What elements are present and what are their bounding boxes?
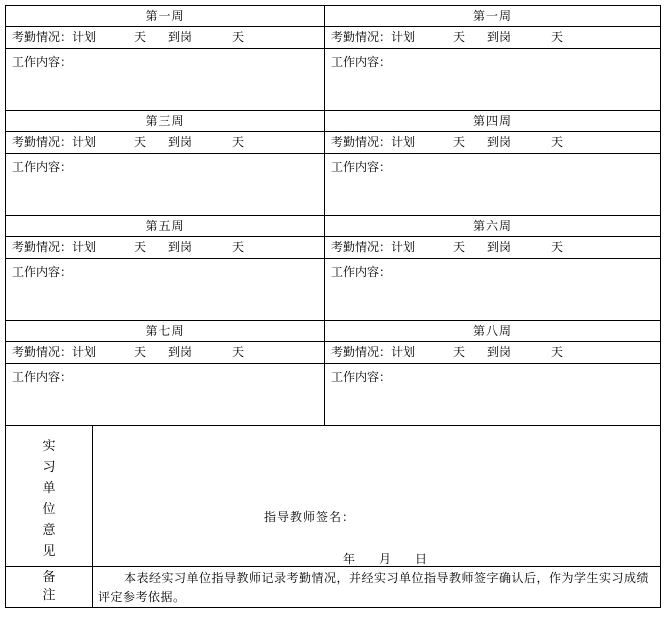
supervisor-signature-label: 指导教师签名：	[264, 510, 356, 524]
attendance-onduty: 到岗	[168, 135, 193, 149]
week-title: 第三周	[6, 111, 324, 132]
week-cell	[325, 111, 660, 216]
remark-label-char: 备	[42, 570, 56, 585]
attendance-unit-onduty: 天	[551, 240, 564, 254]
attendance-prefix: 考勤情况：计划	[12, 345, 97, 359]
week-title: 第四周	[325, 111, 660, 132]
week-title: 第六周	[325, 216, 660, 237]
attendance-unit-planned: 天	[134, 30, 147, 44]
attendance-row	[6, 237, 324, 259]
week-cell	[6, 216, 325, 321]
attendance-prefix: 考勤情况：计划	[331, 240, 416, 254]
week-title: 第一周	[325, 6, 660, 27]
work-content-label: 工作内容：	[12, 55, 73, 69]
remark-text: 本表经实习单位指导教师记录考勤情况，并经实习单位指导教师签字确认后，作为学生实习成绩评定参考依据。	[98, 571, 650, 604]
opinion-label-char: 单	[42, 481, 56, 496]
week-cell	[6, 6, 325, 111]
attendance-unit-planned: 天	[453, 135, 466, 149]
weeks-grid	[6, 6, 660, 426]
opinion-label	[6, 426, 93, 566]
opinion-label-char: 见	[42, 544, 56, 559]
attendance-unit-planned: 天	[134, 135, 147, 149]
remark-label-char: 注	[42, 588, 56, 603]
internship-unit-opinion	[6, 426, 660, 567]
attendance-row	[6, 132, 324, 154]
attendance-unit-planned: 天	[453, 30, 466, 44]
attendance-prefix: 考勤情况：计划	[12, 240, 97, 254]
attendance-row	[325, 342, 660, 364]
week-title: 第五周	[6, 216, 324, 237]
attendance-row	[325, 132, 660, 154]
attendance-row	[6, 342, 324, 364]
attendance-unit-planned: 天	[453, 345, 466, 359]
attendance-unit-planned: 天	[134, 240, 147, 254]
internship-attendance-form	[5, 5, 661, 608]
week-title: 第七周	[6, 321, 324, 342]
remark-label	[6, 567, 93, 607]
attendance-unit-onduty: 天	[551, 135, 564, 149]
attendance-unit-onduty: 天	[551, 345, 564, 359]
week-cell	[325, 216, 660, 321]
attendance-unit-planned: 天	[134, 345, 147, 359]
date-line: 年 月 日	[343, 552, 428, 566]
attendance-prefix: 考勤情况：计划	[331, 345, 416, 359]
attendance-prefix: 考勤情况：计划	[12, 135, 97, 149]
week-title: 第一周	[6, 6, 324, 27]
attendance-unit-onduty: 天	[551, 30, 564, 44]
opinion-label-char: 意	[42, 523, 56, 538]
attendance-onduty: 到岗	[487, 345, 512, 359]
week-cell	[325, 6, 660, 111]
attendance-row	[6, 27, 324, 49]
work-content-label: 工作内容：	[12, 370, 73, 384]
opinion-label-char: 习	[42, 460, 56, 475]
attendance-onduty: 到岗	[168, 240, 193, 254]
work-content-label: 工作内容：	[331, 160, 392, 174]
remark-row	[6, 567, 660, 607]
attendance-unit-onduty: 天	[232, 345, 245, 359]
attendance-unit-onduty: 天	[232, 30, 245, 44]
work-content-label: 工作内容：	[331, 55, 392, 69]
attendance-onduty: 到岗	[487, 240, 512, 254]
attendance-onduty: 到岗	[487, 135, 512, 149]
work-content-label: 工作内容：	[12, 265, 73, 279]
opinion-label-char: 实	[42, 439, 56, 454]
week-cell	[6, 321, 325, 426]
attendance-row	[325, 237, 660, 259]
attendance-prefix: 考勤情况：计划	[331, 30, 416, 44]
week-title: 第八周	[325, 321, 660, 342]
work-content-label: 工作内容：	[331, 265, 392, 279]
attendance-unit-onduty: 天	[232, 240, 245, 254]
attendance-onduty: 到岗	[168, 345, 193, 359]
week-cell	[325, 321, 660, 426]
attendance-prefix: 考勤情况：计划	[12, 30, 97, 44]
attendance-onduty: 到岗	[168, 30, 193, 44]
week-cell	[6, 111, 325, 216]
work-content-label: 工作内容：	[331, 370, 392, 384]
attendance-prefix: 考勤情况：计划	[331, 135, 416, 149]
opinion-label-char: 位	[42, 502, 56, 517]
attendance-unit-onduty: 天	[232, 135, 245, 149]
attendance-unit-planned: 天	[453, 240, 466, 254]
attendance-onduty: 到岗	[487, 30, 512, 44]
attendance-row	[325, 27, 660, 49]
work-content-label: 工作内容：	[12, 160, 73, 174]
